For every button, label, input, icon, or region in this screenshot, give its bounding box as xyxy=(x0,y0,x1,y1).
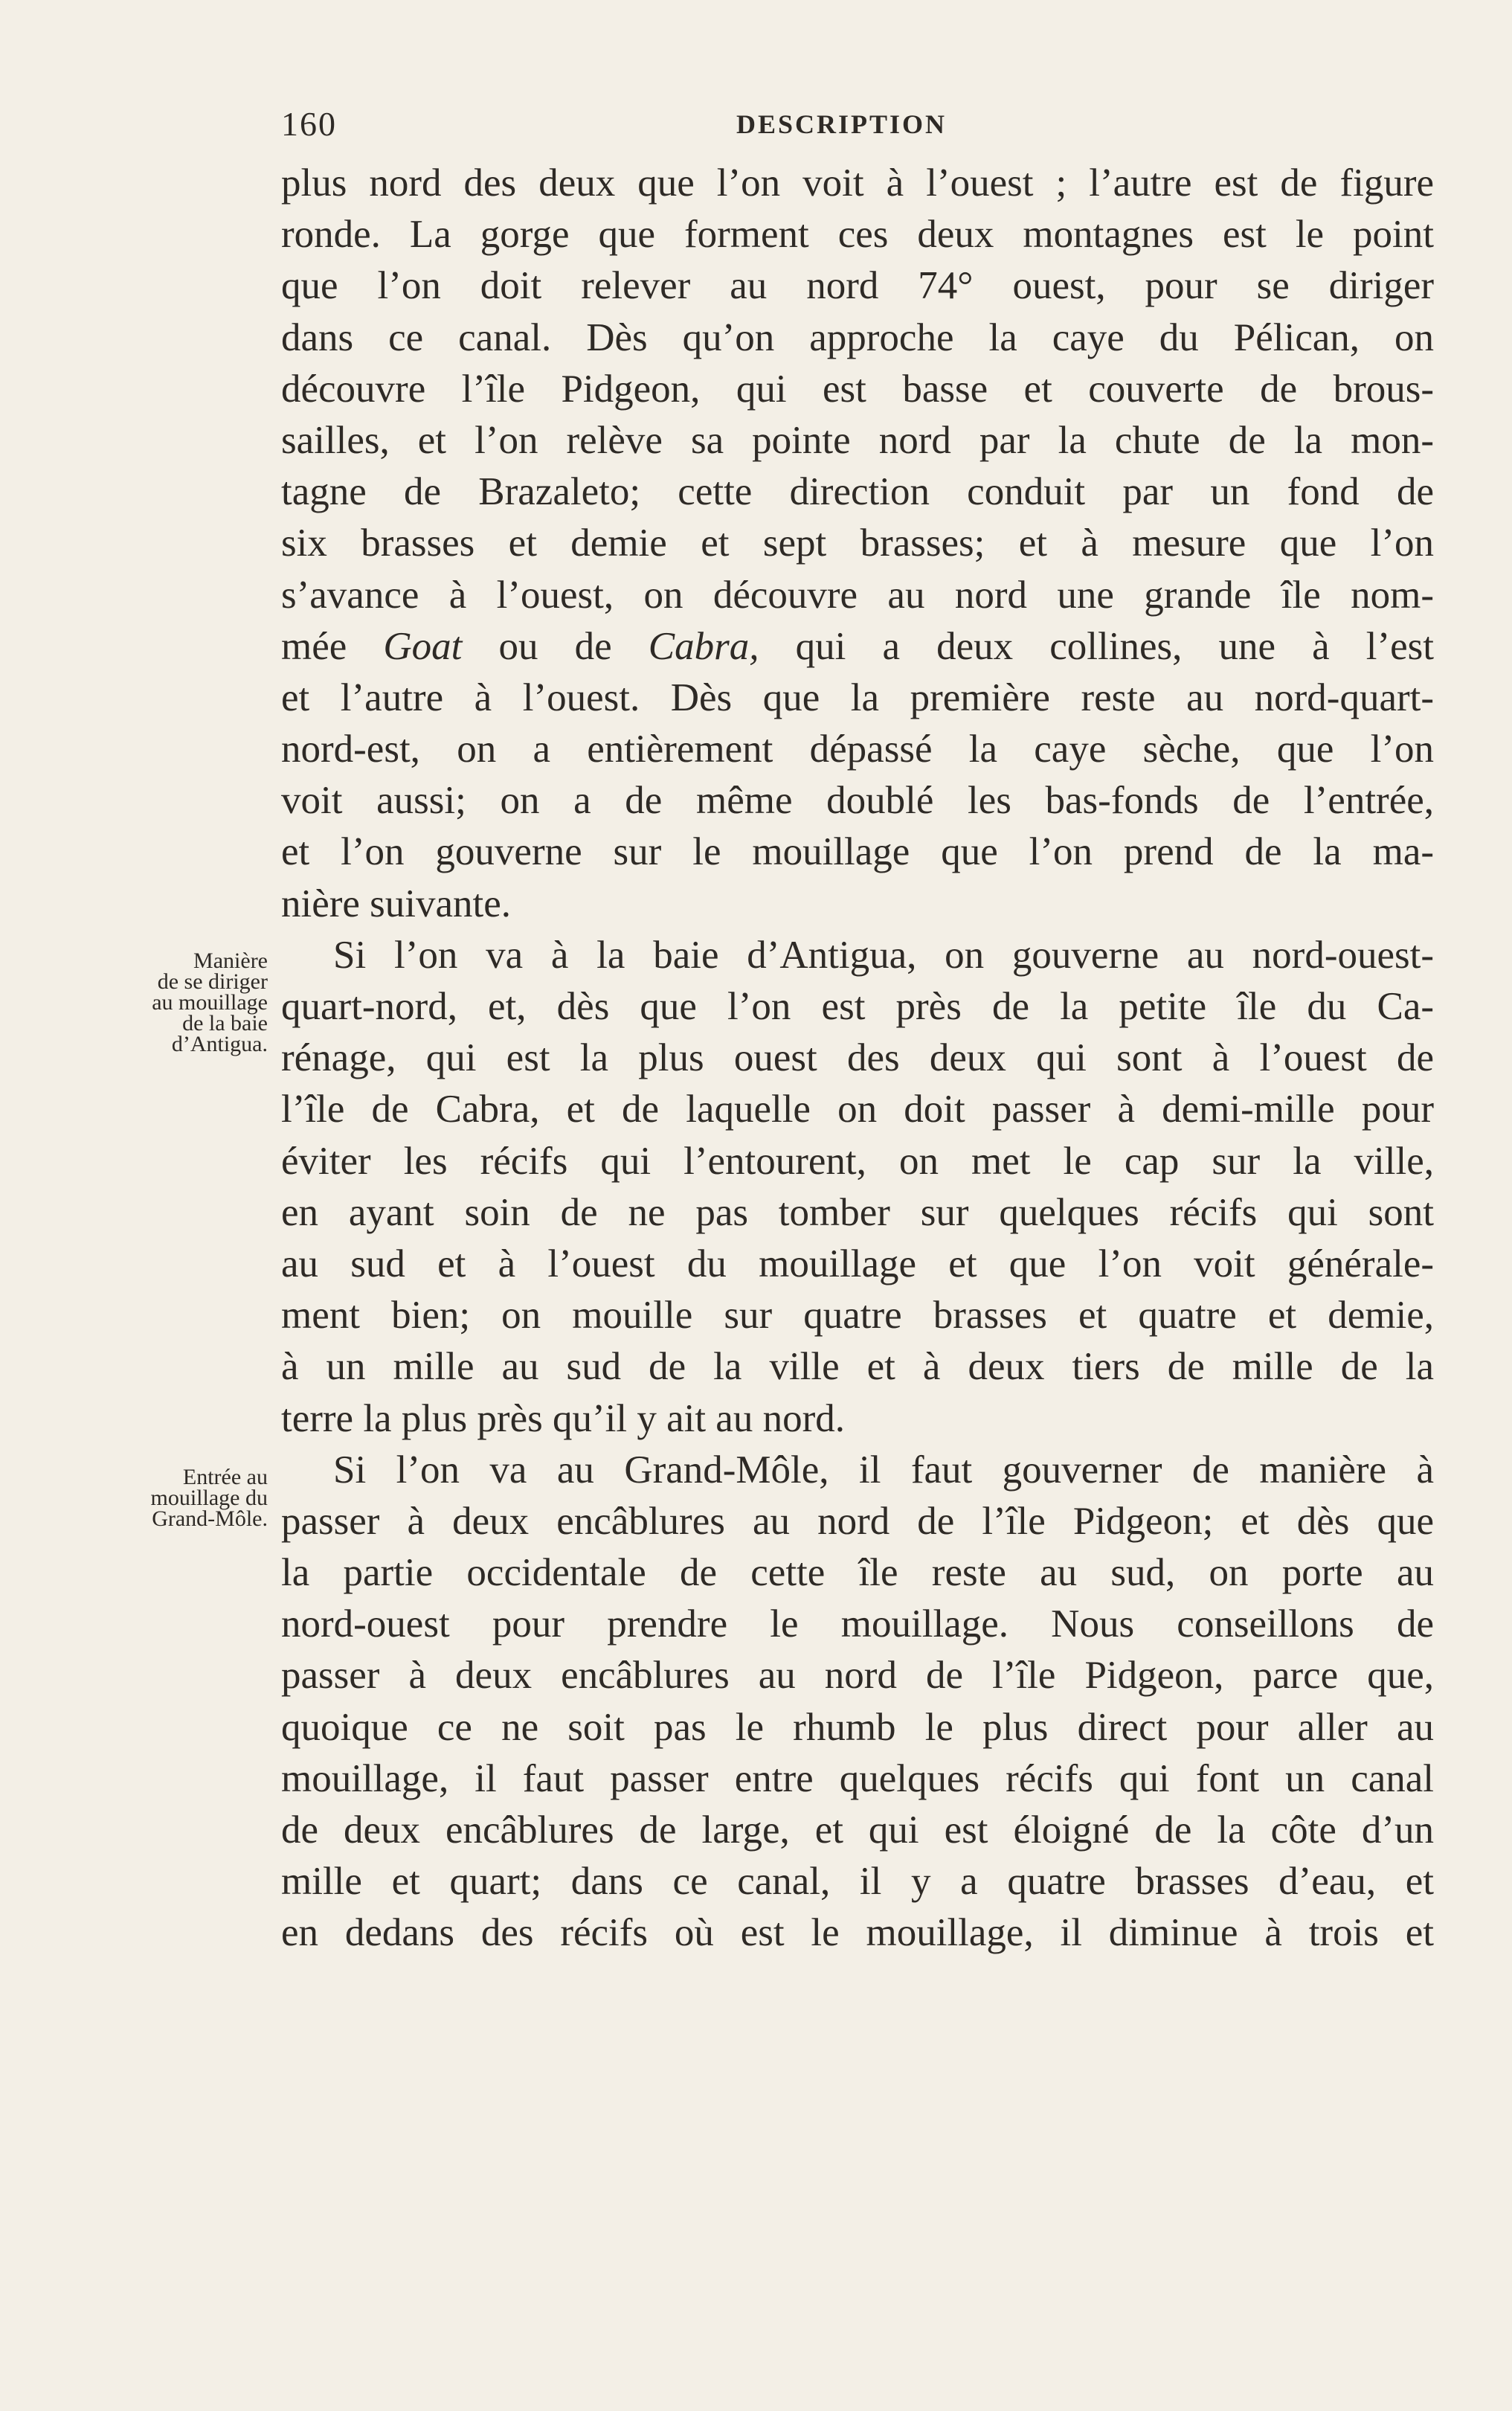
margin-note-line: au mouillage xyxy=(152,990,268,1015)
text-line: ment bien; on mouille sur quatre brasses et quatre et demie, xyxy=(281,1294,1434,1338)
margin-note-grand-mole xyxy=(89,1467,268,1529)
page-number: 160 xyxy=(281,105,337,143)
text-line: passer à deux encâblures au nord de l’île Pidgeon; et dès que xyxy=(281,1499,1434,1543)
text-line: dans ce canal. Dès qu’on approche la caye du Pélican, on xyxy=(281,315,1434,359)
margin-note-line: Manière xyxy=(193,948,268,973)
text-line: que l’on doit relever au nord 74° ouest, pour se diriger xyxy=(281,264,1434,308)
text-line: en dedans des récifs où est le mouillage, il diminue à trois et xyxy=(281,1911,1434,1955)
text-line: Si l’on va à la baie d’Antigua, on gouverne au nord-ouest- xyxy=(333,933,1434,977)
text-line: quoique ce ne soit pas le rhumb le plus direct pour aller au xyxy=(281,1705,1434,1749)
body-text xyxy=(281,158,1434,1959)
text-line: six brasses et demie et sept brasses; et à mesure que l’on xyxy=(281,521,1434,565)
italic-ship-name-cabra: Cabra, xyxy=(648,624,759,668)
text-line: et l’autre à l’ouest. Dès que la première reste au nord-quart- xyxy=(281,675,1434,719)
margin-note-line: de la baie xyxy=(182,1011,268,1036)
margin-note-line: d’Antigua. xyxy=(171,1032,268,1056)
text-line: au sud et à l’ouest du mouillage et que l’on voit générale- xyxy=(281,1242,1434,1285)
text-line: ronde. La gorge que forment ces deux montagnes est le point xyxy=(281,213,1434,257)
text-line: sailles, et l’on relève sa pointe nord par la chute de la mon- xyxy=(281,418,1434,462)
text-line: éviter les récifs qui l’entourent, on met le cap sur la ville, xyxy=(281,1139,1434,1183)
text-line-with-italics xyxy=(281,621,1434,672)
text-fragment: qui a deux collines, une à l’est xyxy=(795,624,1435,668)
text-line: en ayant soin de ne pas tomber sur quelques récifs qui sont xyxy=(281,1190,1434,1234)
running-head: DESCRIPTION xyxy=(736,109,948,139)
text-line: la partie occidentale de cette île reste au sud, on porte au xyxy=(281,1551,1434,1595)
text-line: Si l’on va au Grand-Môle, il faut gouverner de manière à xyxy=(333,1448,1434,1492)
text-line: nière suivante. xyxy=(281,882,512,925)
margin-note-line: Grand-Môle. xyxy=(152,1506,268,1531)
margin-note-line: Entrée au xyxy=(182,1465,268,1489)
italic-ship-name-goat: Goat xyxy=(383,624,463,668)
text-line: à un mille au sud de la ville et à deux tiers de mille de la xyxy=(281,1345,1434,1389)
text-line: plus nord des deux que l’on voit à l’ouest ; l’autre est de figure xyxy=(281,161,1434,205)
margin-note-line: mouillage du xyxy=(150,1486,268,1510)
text-line: nord-ouest pour prendre le mouillage. Nous conseillons de xyxy=(281,1602,1434,1646)
text-line: de deux encâblures de large, et qui est éloigné de la côte d’un xyxy=(281,1808,1434,1852)
text-line: découvre l’île Pidgeon, qui est basse et couverte de brous- xyxy=(281,367,1434,411)
text-line: nord-est, on a entièrement dépassé la caye sèche, que l’on xyxy=(281,728,1434,771)
margin-note-line: de se diriger xyxy=(157,969,268,994)
text-line: terre la plus près qu’il y ait au nord. xyxy=(281,1396,845,1440)
margin-note-antigua xyxy=(89,948,268,1056)
text-line: rénage, qui est la plus ouest des deux qui sont à l’ouest de xyxy=(281,1036,1434,1080)
text-line: s’avance à l’ouest, on découvre au nord une grande île nom- xyxy=(281,573,1434,617)
text-line: quart-nord, et, dès que l’on est près de la petite île du Ca- xyxy=(281,985,1434,1028)
page-header xyxy=(281,104,1434,149)
text-line: voit aussi; on a de même doublé les bas-fonds de l’entrée, xyxy=(281,779,1434,823)
text-line: passer à deux encâblures au nord de l’île Pidgeon, parce que, xyxy=(281,1654,1434,1698)
text-fragment: mée xyxy=(281,624,347,668)
text-fragment: ou de xyxy=(498,624,612,668)
text-line: l’île de Cabra, et de laquelle on doit passer à demi-mille pour xyxy=(281,1088,1434,1131)
text-line: tagne de Brazaleto; cette direction conduit par un fond de xyxy=(281,470,1434,514)
text-line: et l’on gouverne sur le mouillage que l’on prend de la ma- xyxy=(281,830,1434,874)
text-line: mouillage, il faut passer entre quelques récifs qui font un canal xyxy=(281,1756,1434,1800)
text-line: mille et quart; dans ce canal, il y a quatre brasses d’eau, et xyxy=(281,1860,1434,1904)
